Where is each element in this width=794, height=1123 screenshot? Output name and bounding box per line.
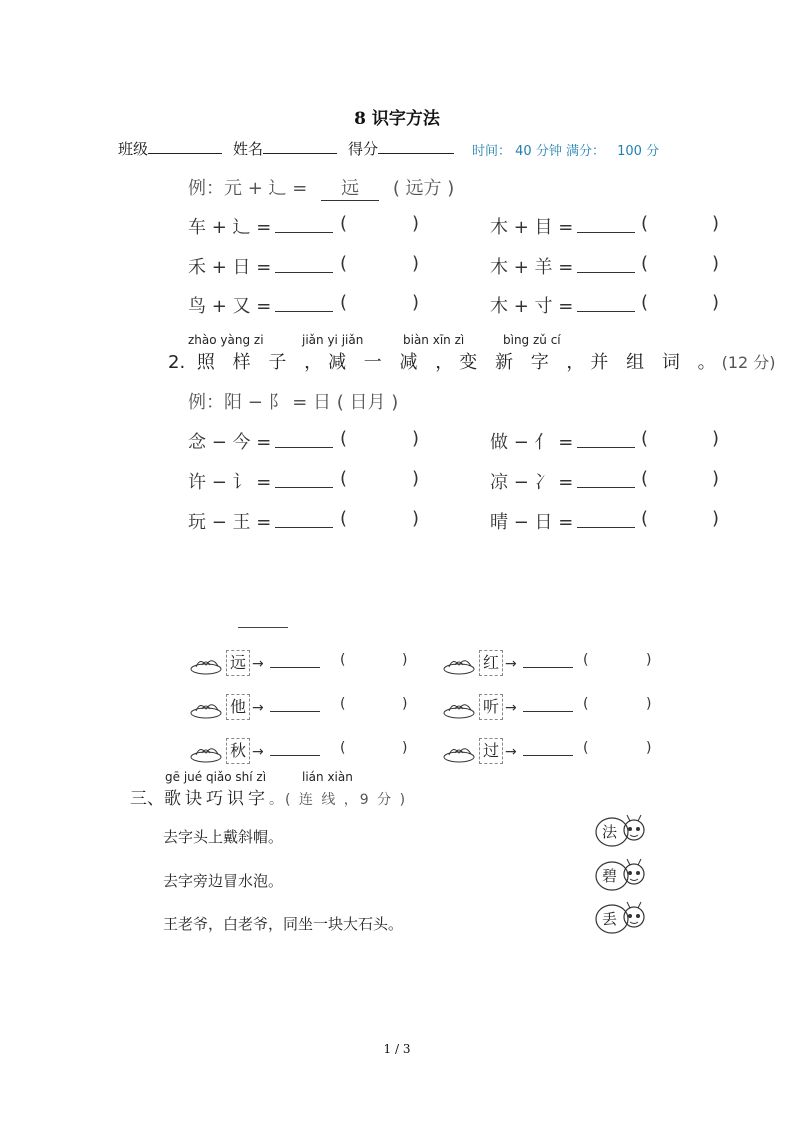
- answer-blank[interactable]: [270, 743, 320, 756]
- full-value: 100 分: [617, 144, 660, 159]
- answer-blank[interactable]: [577, 218, 635, 233]
- bubble-choice[interactable]: [594, 901, 650, 935]
- class-blank[interactable]: [148, 139, 222, 154]
- lotus-paren-left[interactable]: (: [583, 740, 589, 756]
- section3-number: 三、: [130, 789, 164, 809]
- lotus-paren-right: ): [402, 696, 408, 712]
- example-prefix: 例：: [188, 178, 224, 199]
- s2-paren-right: ): [712, 468, 720, 489]
- time-label: 时间：: [472, 144, 512, 159]
- answer-blank[interactable]: [270, 655, 320, 668]
- s2-row-left: [188, 468, 341, 494]
- answer-blank[interactable]: [275, 473, 333, 488]
- lotus-char: 他: [226, 694, 250, 720]
- lotus-char: 听: [479, 694, 503, 720]
- class-label: 班级: [118, 140, 149, 158]
- s1-paren-left[interactable]: (: [340, 213, 348, 234]
- answer-blank[interactable]: [577, 433, 635, 448]
- answer-blank[interactable]: [577, 297, 635, 312]
- s1-paren-left[interactable]: (: [340, 253, 348, 274]
- answer-blank[interactable]: [577, 473, 635, 488]
- s2-paren-left[interactable]: (: [340, 428, 348, 449]
- riddle-sentence[interactable]: 去字头上戴斜帽。: [163, 828, 284, 846]
- page-number: 1 / 3: [383, 1042, 411, 1056]
- s1-row-right: [490, 253, 643, 279]
- s2-expr: 晴 − 日 =: [490, 512, 574, 533]
- s1-expr: 木 + 目 =: [490, 217, 574, 238]
- time-value: 40 分钟: [515, 144, 562, 159]
- s1-paren-left[interactable]: (: [641, 213, 649, 234]
- bubble-char: 法: [602, 823, 618, 841]
- answer-blank[interactable]: [577, 258, 635, 273]
- s1-paren-right: ): [712, 292, 720, 313]
- time-info: [472, 140, 659, 159]
- s1-expr: 禾 + 日 =: [188, 257, 272, 278]
- full-label: 满分：: [565, 144, 605, 159]
- s1-paren-right: ): [412, 253, 420, 274]
- s1-row-right: [490, 213, 643, 239]
- s1-row-left: [188, 253, 341, 279]
- lotus-paren-right: ): [402, 740, 408, 756]
- arrow-icon: →: [252, 656, 264, 672]
- s2-expr: 玩 − 王 =: [188, 512, 272, 533]
- example-expr: 阳 − 阝 = 日 ( 日月 ): [224, 392, 399, 413]
- name-field[interactable]: [233, 138, 337, 159]
- example-prefix: 例：: [188, 392, 224, 413]
- s2-expr: 凉 − 冫 =: [490, 472, 574, 493]
- s2-row-left: [188, 428, 341, 454]
- section2-example: [188, 388, 398, 414]
- section3-heading: [130, 784, 407, 809]
- s2-paren-left[interactable]: (: [340, 508, 348, 529]
- lotus-item-right: [443, 694, 579, 720]
- lotus-paren-right: ): [402, 652, 408, 668]
- s2-paren-right: ): [712, 508, 720, 529]
- lotus-char: 秋: [226, 738, 250, 764]
- score-field[interactable]: [348, 138, 454, 159]
- answer-blank[interactable]: [523, 743, 573, 756]
- pinyin-gejue: gē jué qiǎo shí zì: [165, 770, 267, 784]
- s2-paren-right: ): [412, 508, 420, 529]
- section2-heading: [168, 348, 776, 374]
- lotus-leaf-icon: [190, 741, 224, 763]
- lotus-paren-left[interactable]: (: [340, 740, 346, 756]
- section2-number: 2.: [168, 352, 186, 373]
- s1-paren-right: ): [712, 253, 720, 274]
- answer-blank[interactable]: [275, 218, 333, 233]
- arrow-icon: →: [505, 656, 517, 672]
- s1-expr: 木 + 寸 =: [490, 296, 574, 317]
- divider-line: [238, 627, 288, 628]
- section2-points: (12 分): [721, 353, 776, 372]
- s1-paren-left[interactable]: (: [641, 253, 649, 274]
- bubble-choice[interactable]: [594, 814, 650, 848]
- s1-paren-left[interactable]: (: [340, 292, 348, 313]
- s2-paren-right: ): [712, 428, 720, 449]
- answer-blank[interactable]: [275, 297, 333, 312]
- lotus-paren-left[interactable]: (: [583, 652, 589, 668]
- s2-expr: 做 − 亻 =: [490, 432, 574, 453]
- lotus-leaf-icon: [190, 697, 224, 719]
- lotus-paren-right: ): [646, 652, 652, 668]
- pinyin-3: biàn xīn zì: [403, 333, 465, 347]
- example-word: ( 远方 ): [392, 178, 455, 199]
- answer-blank[interactable]: [577, 513, 635, 528]
- answer-blank[interactable]: [275, 433, 333, 448]
- lotus-leaf-icon: [190, 653, 224, 675]
- pinyin-4: bìng zǔ cí: [503, 333, 561, 347]
- example-expr: 元 + 辶 =: [224, 178, 308, 199]
- class-field[interactable]: [118, 138, 222, 159]
- s2-paren-right: ): [412, 468, 420, 489]
- pinyin-2: jiǎn yi jiǎn: [302, 333, 364, 347]
- s2-row-right: [490, 428, 643, 454]
- s2-row-right: [490, 468, 643, 494]
- lotus-leaf-icon: [443, 741, 477, 763]
- s1-paren-right: ): [412, 292, 420, 313]
- page-title: 8 识字方法: [354, 109, 440, 129]
- bubble-choice[interactable]: [594, 858, 650, 892]
- s2-paren-left[interactable]: (: [641, 508, 649, 529]
- s1-row-left: [188, 213, 341, 239]
- s1-expr: 木 + 羊 =: [490, 257, 574, 278]
- s2-paren-left[interactable]: (: [641, 428, 649, 449]
- s1-row-right: [490, 292, 643, 318]
- arrow-icon: →: [505, 744, 517, 760]
- bubble-char: 碧: [602, 867, 618, 885]
- arrow-icon: →: [505, 700, 517, 716]
- bubble-char: 丢: [602, 910, 618, 928]
- score-blank[interactable]: [378, 139, 454, 154]
- s2-row-right: [490, 508, 643, 534]
- s1-expr: 车 + 辶 =: [188, 217, 272, 238]
- s1-paren-left[interactable]: (: [641, 292, 649, 313]
- s1-paren-right: ): [412, 213, 420, 234]
- s2-row-left: [188, 508, 341, 534]
- lotus-paren-left[interactable]: (: [583, 696, 589, 712]
- lotus-item-right: [443, 650, 579, 676]
- lotus-item-left: [190, 738, 326, 764]
- answer-blank[interactable]: [523, 699, 573, 712]
- s1-expr: 鸟 + 又 =: [188, 296, 272, 317]
- lotus-paren-right: ): [646, 740, 652, 756]
- lotus-paren-left[interactable]: (: [340, 652, 346, 668]
- pinyin-1: zhào yàng zi: [188, 333, 264, 347]
- section3-title: 歌诀巧识字: [164, 789, 269, 809]
- example-answer: 远: [321, 174, 379, 201]
- s2-paren-left[interactable]: (: [641, 468, 649, 489]
- score-label: 得分: [348, 140, 379, 158]
- s2-paren-left[interactable]: (: [340, 468, 348, 489]
- lotus-item-left: [190, 694, 326, 720]
- lotus-char: 红: [479, 650, 503, 676]
- s2-expr: 念 − 今 =: [188, 432, 272, 453]
- answer-blank[interactable]: [275, 258, 333, 273]
- lotus-paren-right: ): [646, 696, 652, 712]
- riddle-sentence[interactable]: 王老爷，白老爷，同坐一块大石头。: [163, 915, 404, 933]
- answer-blank[interactable]: [275, 513, 333, 528]
- lotus-char: 过: [479, 738, 503, 764]
- s2-expr: 许 − 讠 =: [188, 472, 272, 493]
- lotus-item-right: [443, 738, 579, 764]
- section3-points: 。( 连 线 ，9 分 ): [269, 792, 408, 808]
- arrow-icon: →: [252, 744, 264, 760]
- s1-row-left: [188, 292, 341, 318]
- lotus-char: 远: [226, 650, 250, 676]
- s1-paren-right: ): [712, 213, 720, 234]
- answer-blank[interactable]: [270, 699, 320, 712]
- section1-example: [188, 174, 454, 201]
- s2-paren-right: ): [412, 428, 420, 449]
- pinyin-lianxian: lián xiàn: [302, 770, 353, 784]
- name-blank[interactable]: [263, 139, 337, 154]
- arrow-icon: →: [252, 700, 264, 716]
- lotus-leaf-icon: [443, 697, 477, 719]
- name-label: 姓名: [233, 140, 264, 158]
- lotus-leaf-icon: [443, 653, 477, 675]
- riddle-sentence[interactable]: 去字旁边冒水泡。: [163, 872, 284, 890]
- answer-blank[interactable]: [523, 655, 573, 668]
- lotus-item-left: [190, 650, 326, 676]
- section2-title: 照 样 子 ，减 一 减 ，变 新 字 ，并 组 词 。: [196, 352, 722, 373]
- lotus-paren-left[interactable]: (: [340, 696, 346, 712]
